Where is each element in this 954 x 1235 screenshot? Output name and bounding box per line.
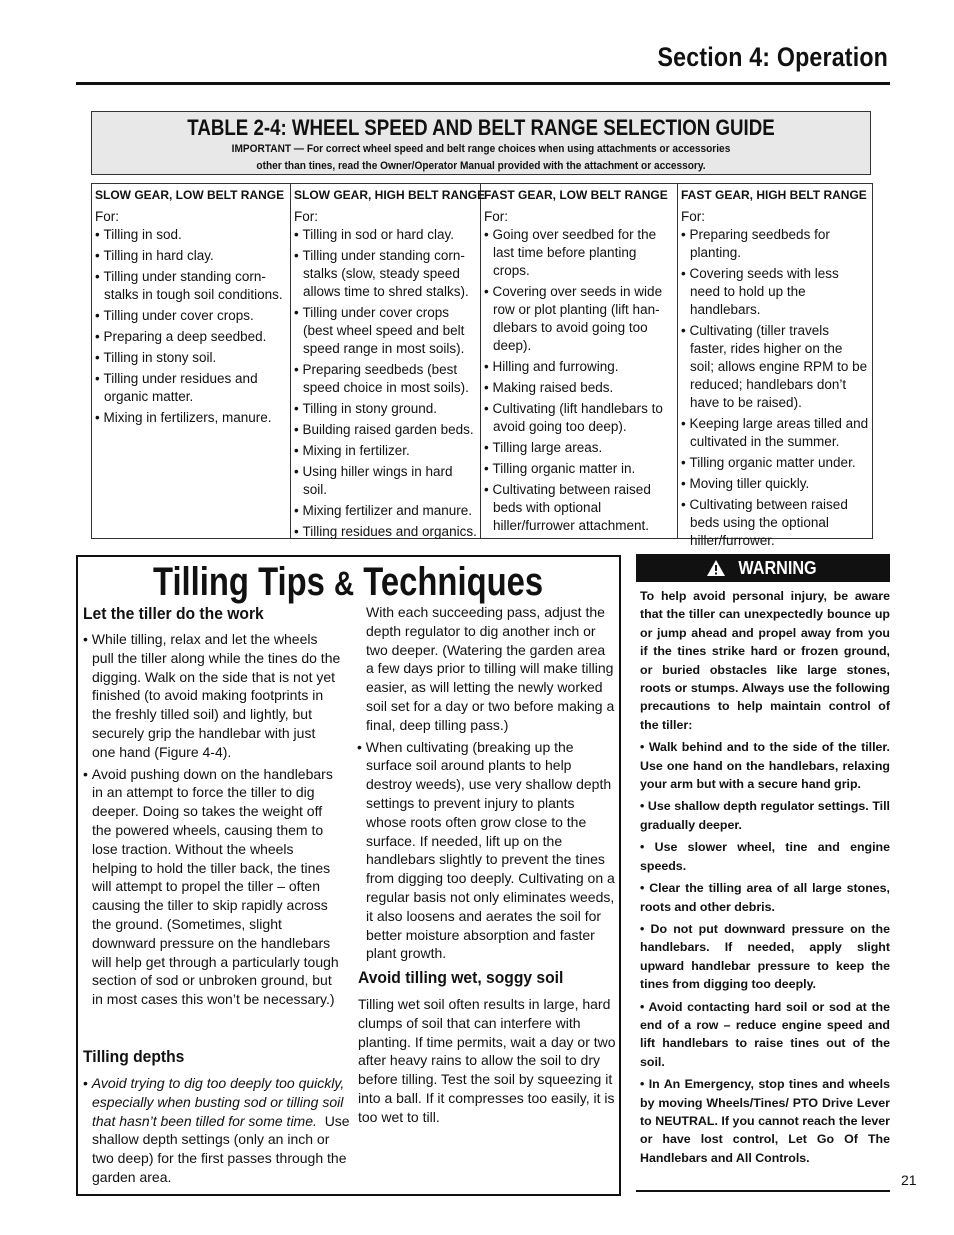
list-item: • Mixing in fertilizers, manure. <box>95 409 287 427</box>
table-column-fast-high <box>678 184 872 548</box>
column-heading: SLOW GEAR, HIGH BELT RANGE <box>294 188 486 202</box>
column-for-label: For: <box>484 209 509 224</box>
let-tiller-bullet-1: • While tilling, relax and let the wheels pull the tiller along while the tines do the digging. Walk on the side that is not yet finished (to avoid making footprints in the freshly tilled soil) and lightly, but securely grip the handlebar with just one hand (Figure 4-4). <box>83 630 341 762</box>
warning-item: • Use slower wheel, tine and engine speeds. <box>640 840 890 873</box>
table-column-slow-low <box>92 184 291 538</box>
page-number: 21 <box>901 1172 917 1188</box>
list-item: • Tilling in stony soil. <box>95 349 287 367</box>
column-for-label: For: <box>681 209 706 224</box>
table-column-fast-low <box>481 184 678 538</box>
section-title: Section 4: Operation <box>657 42 888 72</box>
list-item: • Tilling organic matter in. <box>484 460 674 478</box>
table-column-slow-high <box>291 184 486 539</box>
let-tiller-section <box>83 630 341 1009</box>
let-tiller-bullet-2: • Avoid pushing down on the handlebars in an attempt to force the tiller to dig deeper. Doing so takes the weight off the powered wheels, causing them to lose traction. Without the wheels helping to hold the tiller back, the tines will attempt to propel the tiller – often causing the tiller to skip rapidly across the ground. (Sometimes, slight downward pressure on the handlebars will help get through a particularly tough section of sod or unbroken ground, but in most cases this won’t be necessary.) <box>83 765 341 1009</box>
let-tiller-heading: Let the tiller do the work <box>83 604 264 623</box>
column-heading: SLOW GEAR, LOW BELT RANGE <box>95 188 285 202</box>
warning-intro: To help avoid personal injury, be aware that the tiller can unexpectedly bounce up or jump ahead and propel away from you if the tines strike hard or frozen ground, or buried obstacles like large stones, roots or stumps. Always use the following precautions to help maintain control of the tiller: <box>640 589 890 732</box>
table-title: TABLE 2-4: WHEEL SPEED AND BELT RANGE SELECTION GUIDE <box>187 115 775 140</box>
list-item: • Moving tiller quickly. <box>681 475 869 493</box>
list-item: • Tilling under cover crops. <box>95 307 287 325</box>
list-item: • Preparing seedbeds (best speed choice in most soils). <box>294 361 477 397</box>
warning-item: • Avoid contacting hard soil or sod at the end of a row – reduce engine speed and lift handlebars to raise tines out of the soil. <box>640 999 890 1069</box>
list-item: • Tilling in hard clay. <box>95 247 287 265</box>
table-note-line1: IMPORTANT — For correct wheel speed and belt range choices when using attachments or accessories <box>231 143 731 155</box>
list-item: • Building raised garden beds. <box>294 421 477 439</box>
column-heading: FAST GEAR, LOW BELT RANGE <box>484 188 668 202</box>
list-item: • Covering seeds with less need to hold up the handlebars. <box>681 265 869 319</box>
table-note-line2: other than tines, read the Owner/Operator Manual provided with the attachment or accessory. <box>256 160 706 172</box>
list-item: • Tilling large areas. <box>484 439 674 457</box>
warning-item: • Clear the tilling area of all large stones, roots and other debris. <box>640 881 890 914</box>
list-item: • Tilling under standing corn-stalks in tough soil conditions. <box>95 268 287 304</box>
warning-item: • Do not put downward pressure on the handlebars. If needed, apply slight upward handlebar pressure to keep the tines from digging too deeply. <box>640 921 890 992</box>
column-list <box>294 226 477 541</box>
column-list <box>95 226 287 427</box>
depth-regulator-para: With each succeeding pass, adjust the depth regulator to dig another inch or two deeper. (Watering the garden area a few days prior to tilling will make tilling easier, as will letting the newly worked soil set for a day or two before making a final, deep tilling pass.) <box>366 604 615 733</box>
list-item: • Mixing fertilizer and manure. <box>294 502 477 520</box>
list-item: • Making raised beds. <box>484 379 674 397</box>
list-item: • Mixing in fertilizer. <box>294 442 477 460</box>
depths-heading: Tilling depths <box>83 1047 185 1066</box>
list-item: • Preparing seedbeds for planting. <box>681 226 869 262</box>
warning-text <box>640 587 890 1171</box>
list-item: • Covering over seeds in wide row or plot planting (lift han-dlebars to avoid going too deep). <box>484 283 674 355</box>
warning-item: • Use shallow depth regulator settings. Till gradually deeper. <box>640 799 890 832</box>
tips-right-column <box>357 603 615 963</box>
depths-bullet <box>83 1074 350 1187</box>
warning-item: • In An Emergency, stop tines and wheels by moving Wheels/Tines/ PTO Drive Lever to NEUTRAL. If you cannot reach the lever or have lost control, Let Go Of The Handlebars and All Controls. <box>640 1077 890 1165</box>
list-item: • Tilling in sod. <box>95 226 287 244</box>
column-list <box>484 226 674 535</box>
tips-title-part1: Tilling Tips <box>153 560 325 604</box>
list-item: • Tilling under standing corn-stalks (slow, steady speed allows time to shred stalks). <box>294 247 477 301</box>
column-list <box>681 226 869 550</box>
list-item: • Tilling under residues and organic matter. <box>95 370 287 406</box>
selection-guide-table <box>91 183 873 548</box>
warning-banner <box>636 554 890 582</box>
list-item: • Tilling under cover crops (best wheel speed and belt speed range in most soils). <box>294 304 477 358</box>
table-header <box>91 111 871 175</box>
warning-bottom-rule <box>636 1190 890 1192</box>
column-heading: FAST GEAR, HIGH BELT RANGE <box>681 188 867 202</box>
header-rule <box>76 82 890 85</box>
tips-title <box>153 560 543 605</box>
column-for-label: For: <box>294 209 319 224</box>
tips-title-amp: & <box>334 565 355 603</box>
list-item: • Cultivating (lift handlebars to avoid going too deep). <box>484 400 674 436</box>
depths-italic: Avoid trying to dig too deeply too quickly, especially when busting sod or tilling soil that hasn’t been tilled for some time. <box>91 1075 345 1129</box>
list-item: • Tilling in sod or hard clay. <box>294 226 477 244</box>
warning-triangle-icon <box>706 559 726 577</box>
list-item: • Using hiller wings in hard soil. <box>294 463 477 499</box>
list-item: • Hilling and furrowing. <box>484 358 674 376</box>
column-for-label: For: <box>95 209 120 224</box>
list-item: • Tilling organic matter under. <box>681 454 869 472</box>
wet-soil-para: Tilling wet soil often results in large, hard clumps of soil that can interfere with planting. If time permits, wait a day or two after heavy rains to allow the soil to dry before tilling. Test the soil by squeezing it into a ball. If it compresses too easily, it is too wet to till. <box>358 996 616 1125</box>
wet-soil-heading: Avoid tilling wet, soggy soil <box>358 968 564 987</box>
list-item: • Going over seedbed for the last time before planting crops. <box>484 226 674 280</box>
warning-item: • Walk behind and to the side of the tiller. Use one hand on the handlebars, relaxing your arm but with a secure hand grip. <box>640 740 890 792</box>
list-item: • Keeping large areas tilled and cultivated in the summer. <box>681 415 869 451</box>
depths-normal: Use shallow depth settings (only an inch or two deep) for the first passes through the garden area. <box>92 1112 350 1185</box>
warning-label: WARNING <box>737 557 817 578</box>
cultivating-bullet: • When cultivating (breaking up the surface soil around plants to help destroy weeds), use very shallow depth settings to prevent injury to plants whose roots often grow close to the surface. If needed, lift up on the handlebars slightly to prevent the tines from digging too deeply. Cultivating on a regular basis not only eliminates weeds, it also loosens and aerates the soil for better moisture absorption and faster plant growth. <box>357 738 615 964</box>
list-item: • Tilling in stony ground. <box>294 400 477 418</box>
list-item: • Tilling residues and organics. <box>294 523 477 541</box>
list-item: • Preparing a deep seedbed. <box>95 328 287 346</box>
tips-title-part2: Techniques <box>363 560 544 604</box>
list-item: • Cultivating between raised beds using the optional hiller/furrower. <box>681 496 869 550</box>
list-item: • Cultivating between raised beds with optional hiller/furrower attachment. <box>484 481 674 535</box>
list-item: • Cultivating (tiller travels faster, rides higher on the soil; allows engine RPM to be reduced; handlebars don’t have to be raised). <box>681 322 869 412</box>
